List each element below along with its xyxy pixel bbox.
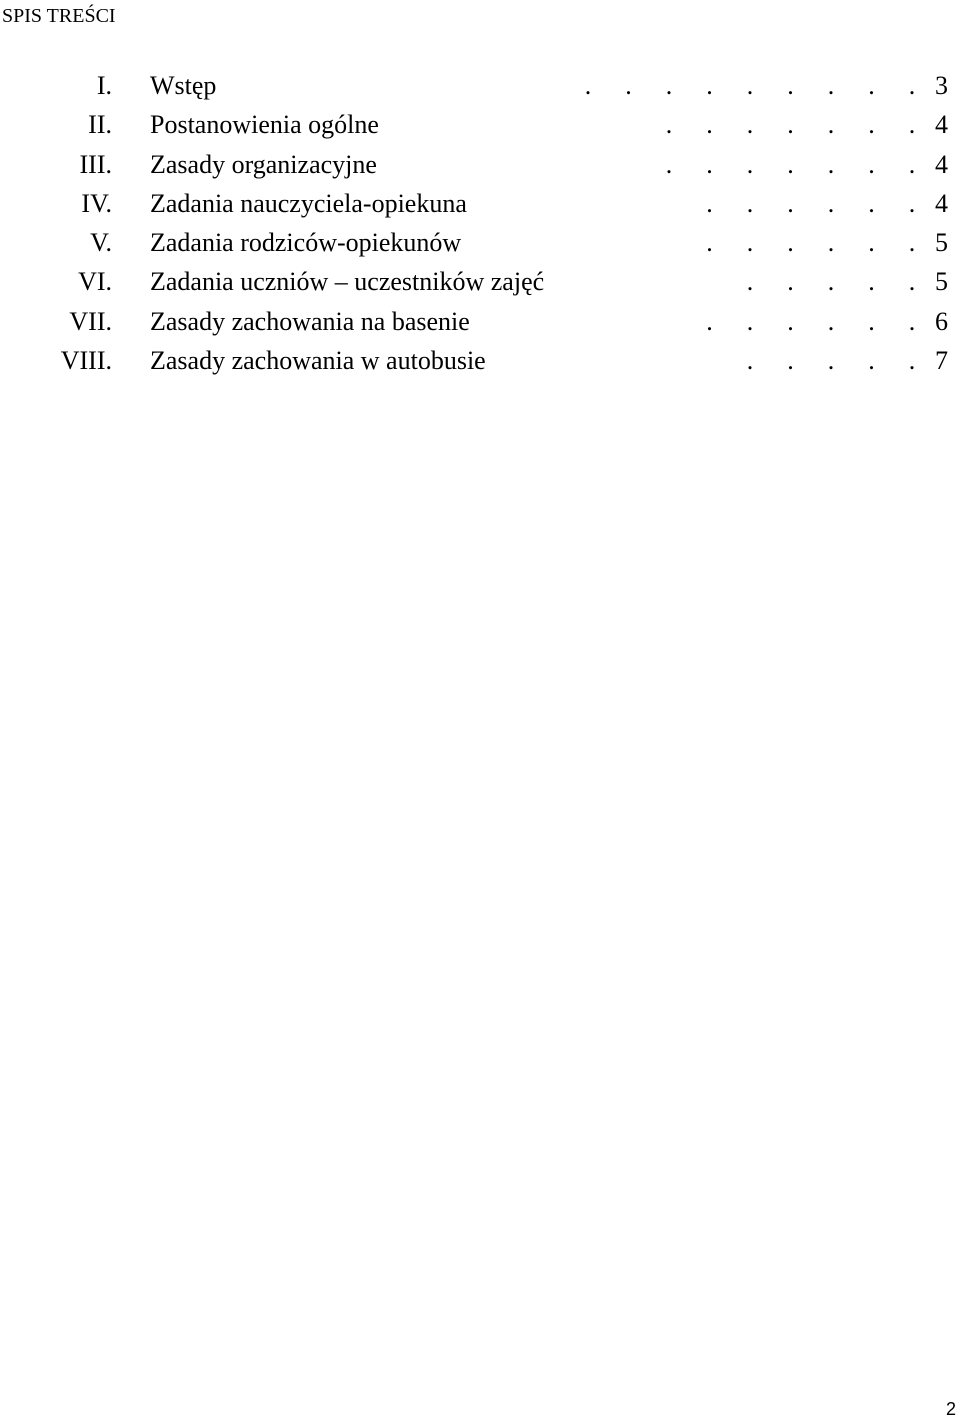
toc-dot-leader: [0, 341, 960, 380]
toc-leader-dot: .: [746, 228, 754, 258]
toc-entry-page: 4: [935, 149, 948, 179]
toc-leader-dot: .: [787, 149, 794, 179]
toc-leader-dot: .: [746, 149, 754, 179]
toc-leader-dot: .: [908, 188, 916, 218]
toc-entry-numeral: V.: [90, 228, 112, 258]
toc-leader-dot: .: [908, 267, 916, 297]
toc-dot-leader: [0, 66, 960, 105]
toc-leader-dot: .: [827, 188, 835, 218]
toc-leader-dot: .: [827, 228, 835, 258]
toc-entry-page: 4: [935, 188, 948, 218]
toc-leader-dot: .: [868, 110, 875, 140]
toc-leader-dot: .: [787, 228, 794, 258]
toc-leader-dot: .: [827, 267, 835, 297]
toc-entry-title[interactable]: Zasady zachowania na basenie: [150, 306, 470, 336]
toc-leader-dot: .: [908, 346, 916, 376]
toc-leader-dot: .: [787, 188, 794, 218]
toc-entry-numeral: VIII.: [60, 346, 112, 376]
toc-entry-numeral: II.: [88, 110, 112, 140]
toc-entry-title[interactable]: Zadania rodziców-opiekunów: [150, 228, 462, 258]
toc-leader-dot: .: [706, 306, 713, 336]
toc-entry[interactable]: [0, 105, 960, 144]
toc-entry-title[interactable]: Zadania nauczyciela-opiekuna: [150, 188, 467, 218]
toc-entry[interactable]: [0, 145, 960, 184]
toc-leader-dot: .: [706, 228, 713, 258]
toc-leader-dot: .: [827, 110, 835, 140]
toc-entry[interactable]: [0, 341, 960, 380]
toc-entry[interactable]: [0, 223, 960, 262]
toc-entry[interactable]: [0, 302, 960, 341]
toc-leader-dot: .: [787, 110, 794, 140]
toc-entry-numeral: III.: [79, 149, 112, 179]
toc-dot-leader: [0, 105, 960, 144]
toc-entry-title[interactable]: Zadania uczniów – uczestników zajęć: [150, 267, 545, 297]
table-of-contents: [0, 66, 960, 380]
toc-dot-leader: [0, 184, 960, 223]
toc-entry-title[interactable]: Postanowienia ogólne: [150, 110, 379, 140]
toc-entry-title[interactable]: Zasady zachowania w autobusie: [150, 346, 486, 376]
toc-leader-dot: .: [787, 346, 794, 376]
toc-entry[interactable]: [0, 184, 960, 223]
toc-entry-page: 5: [935, 228, 948, 258]
toc-entry-page: 7: [935, 346, 948, 376]
toc-dot-leader: [0, 223, 960, 262]
toc-entry[interactable]: [0, 262, 960, 301]
toc-leader-dot: .: [908, 149, 916, 179]
toc-leader-dot: .: [706, 71, 713, 100]
toc-leader-dot: .: [787, 71, 794, 100]
toc-leader-dot: .: [827, 71, 835, 100]
toc-dot-leader: [0, 262, 960, 301]
toc-leader-dot: .: [665, 71, 673, 100]
toc-leader-dot: .: [706, 188, 713, 218]
toc-entry-title[interactable]: Zasady organizacyjne: [150, 149, 377, 179]
toc-leader-dot: .: [706, 110, 713, 140]
toc-dot-leader: [0, 145, 960, 184]
toc-leader-dot: .: [868, 188, 875, 218]
toc-entry-page: 6: [935, 306, 948, 336]
toc-leader-dot: .: [746, 188, 754, 218]
toc-leader-dot: .: [908, 228, 916, 258]
toc-leader-dot: .: [868, 149, 875, 179]
toc-leader-dot: .: [706, 149, 713, 179]
toc-leader-dot: .: [787, 267, 794, 297]
toc-leader-dot: .: [868, 71, 875, 100]
toc-leader-dot: .: [908, 110, 916, 140]
toc-leader-dot: .: [746, 267, 754, 297]
toc-leader-dot: .: [908, 71, 916, 100]
toc-leader-dot: .: [868, 267, 875, 297]
toc-leader-dot: .: [868, 228, 875, 258]
toc-leader-dot: .: [868, 306, 875, 336]
toc-leader-dot: .: [665, 149, 673, 179]
toc-leader-dot: .: [625, 71, 632, 100]
toc-leader-dot: .: [746, 306, 754, 336]
toc-leader-dot: .: [908, 306, 916, 336]
toc-leader-dot: .: [746, 346, 754, 376]
toc-leader-dot: .: [787, 306, 794, 336]
toc-entry-numeral: I.: [96, 71, 112, 100]
toc-entry-numeral: IV.: [81, 188, 112, 218]
toc-dot-leader: [0, 302, 960, 341]
toc-leader-dot: .: [868, 346, 875, 376]
toc-entry-numeral: VI.: [78, 267, 112, 297]
toc-leader-dot: .: [746, 71, 754, 100]
toc-leader-dot: .: [827, 346, 835, 376]
toc-entry-numeral: VII.: [69, 306, 112, 336]
toc-entry-title[interactable]: Wstęp: [150, 71, 217, 100]
toc-entry-page: 4: [935, 110, 948, 140]
toc-entry[interactable]: [0, 66, 960, 105]
page-number: 2: [945, 1399, 956, 1419]
page-title: SPIS TREŚCI: [2, 5, 116, 27]
toc-leader-dot: .: [827, 149, 835, 179]
toc-leader-dot: .: [665, 110, 673, 140]
toc-leader-dot: .: [584, 71, 592, 100]
toc-leader-dot: .: [746, 110, 754, 140]
toc-entry-page: 5: [935, 267, 948, 297]
toc-entry-page: 3: [935, 71, 948, 100]
toc-leader-dot: .: [827, 306, 835, 336]
